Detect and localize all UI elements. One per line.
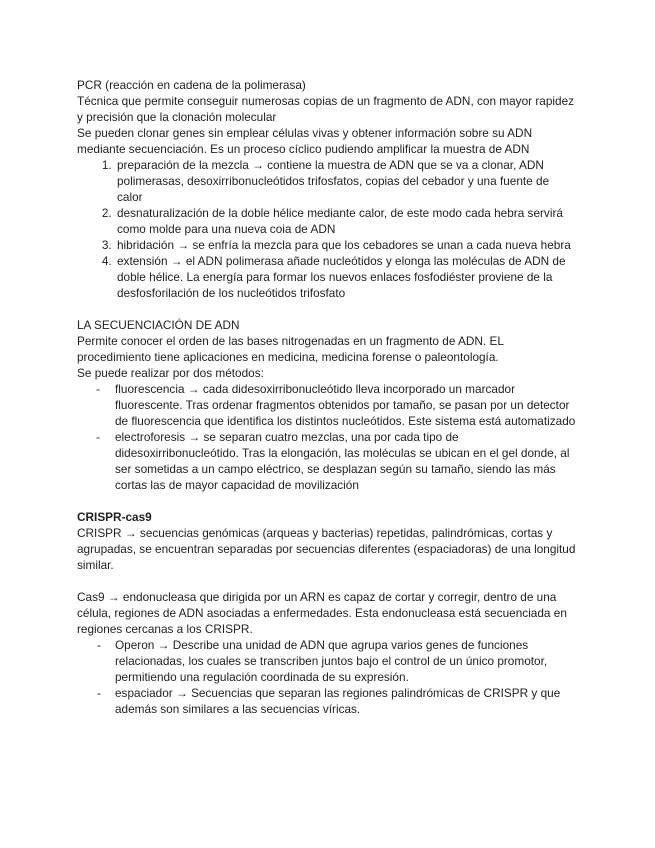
crispr-terms-list <box>77 637 577 717</box>
pcr-definition: Técnica que permite conseguir numerosas copias de un fragmento de ADN, con mayor rapidez y precisión que la clonación molecular <box>77 94 575 124</box>
list-item: - espaciador → Secuencias que separan las regiones palindrómicas de CRISPR y que además son similares a las secuencias víricas. <box>115 685 577 717</box>
secuenciacion-intro: Permite conocer el orden de las bases nitrogenadas en un fragmento de ADN. EL procedimiento tiene aplicaciones en medicina, medicina forense o paleontología. <box>77 334 504 364</box>
secuenciacion-title: LA SECUENCIACIÓN DE ADN <box>77 318 240 332</box>
document-page <box>77 77 577 717</box>
list-item: - electroforesis → se separan cuatro mezclas, una por cada tipo de didesoxirribonucleótido. Tras la elongación, las moléculas se ubican en el gel donde, al ser sometidas a un campo eléctrico, se desplazan según su tamaño, siendo las más cortas las de mayor capacidad de movilización <box>115 429 577 493</box>
list-item: 2. desnaturalización de la doble hélice mediante calor, de este modo cada hebra servirá como molde para una nueva coia de ADN <box>115 205 577 237</box>
list-item: 4. extensión → el ADN polimerasa añade nucleótidos y elonga las moléculas de ADN de doble hélice. La energía para formar los nuevos enlaces fosfodiéster proviene de la desfosforilación de los nucleótidos trifosfato <box>115 253 577 301</box>
pcr-intro: Se pueden clonar genes sin emplear células vivas y obtener información sobre su ADN mediante secuenciación. Es un proceso cíclico pudiendo amplificar la muestra de ADN <box>77 126 533 156</box>
pcr-title: PCR (reacción en cadena de la polimerasa) <box>77 78 306 92</box>
secuenciacion-methods-list <box>77 381 577 493</box>
cas9-definition: Cas9 → endonucleasa que dirigida por un ARN es capaz de cortar y corregir, dentro de una célula, regiones de ADN asociadas a enfermedades. Esta endonucleasa está secuenciada en regiones cercanas a los CRISPR. <box>77 590 567 636</box>
crispr-definition: CRISPR → secuencias genómicas (arqueas y bacterias) repetidas, palindrómicas, cortas y agrupadas, se encuentran separadas por secuencias diferentes (espaciadoras) de una longitud similar. <box>77 526 576 572</box>
secuenciacion-methods-intro: Se puede realizar por dos métodos: <box>77 366 264 380</box>
list-item: - Operon → Describe una unidad de ADN que agrupa varios genes de funciones relacionadas, los cuales se transcriben juntos bajo el control de un único promotor, permitiendo una regulación coordinada de su expresión. <box>115 637 577 685</box>
list-item: 3. hibridación → se enfría la mezcla para que los cebadores se unan a cada nueva hebra <box>115 237 577 253</box>
pcr-steps-list <box>77 157 577 301</box>
crispr-title: CRISPR-cas9 <box>77 510 152 524</box>
list-item: 1. preparación de la mezcla → contiene la muestra de ADN que se va a clonar, ADN polimerasas, desoxirribonucleótidos trifosfatos, copias del cebador y una fuente de calor <box>115 157 577 205</box>
list-item: - fluorescencia → cada didesoxirribonucleótido lleva incorporado un marcador fluorescente. Tras ordenar fragmentos obtenidos por tamaño, se pasan por un detector de fluorescencia que identifica los distintos nucleótidos. Este sistema está automatizado <box>115 381 577 429</box>
